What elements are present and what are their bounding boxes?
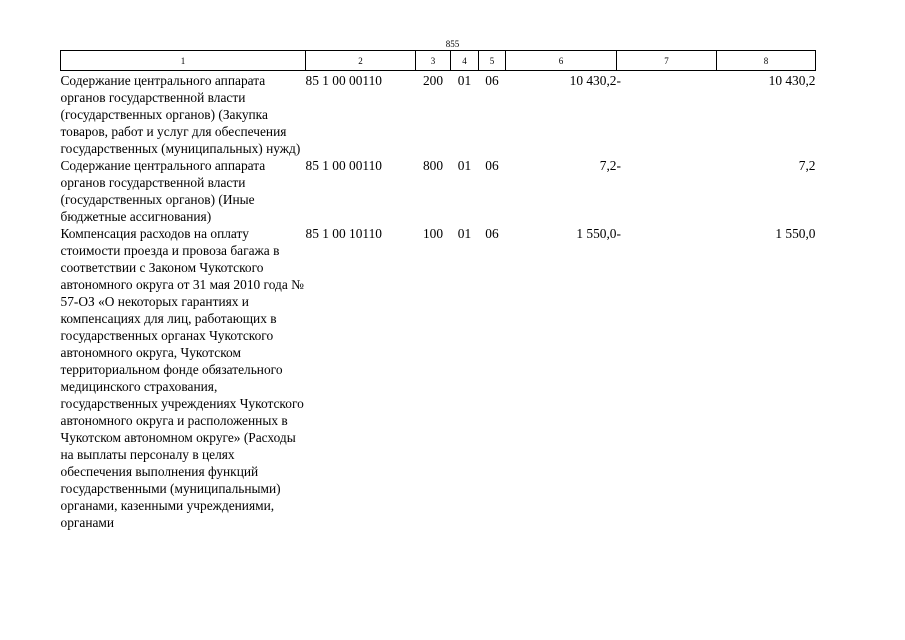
row-section: 01 <box>457 226 472 241</box>
row-subsection: 06 <box>485 158 499 173</box>
row-code: 85 1 00 10110 <box>305 226 382 241</box>
row-amount: 1 550,0 <box>576 226 617 241</box>
row-code: 85 1 00 00110 <box>305 158 382 173</box>
row-name: Содержание центрального аппарата органов государственной власти (государственных органов) (Закупка товаров, работ и услуг для обеспечения государственных (муниципальных) нужд) <box>60 73 301 156</box>
table-row <box>61 157 816 225</box>
header-row <box>61 51 816 71</box>
header-col-8: 8 <box>717 51 816 71</box>
row-subsection: 06 <box>485 73 499 88</box>
row-change: - <box>616 158 621 173</box>
row-change: - <box>616 226 621 241</box>
row-total: 7,2 <box>798 158 816 173</box>
row-amount: 10 430,2 <box>569 73 617 88</box>
row-type: 800 <box>422 158 444 173</box>
header-col-1: 1 <box>61 51 306 71</box>
row-type: 100 <box>422 226 444 241</box>
header-col-3: 3 <box>416 51 451 71</box>
row-change: - <box>616 73 621 88</box>
row-name: Содержание центрального аппарата органов государственной власти (государственных органов) (Иные бюджетные ассигнования) <box>60 158 266 224</box>
row-section: 01 <box>457 73 472 88</box>
header-col-6: 6 <box>506 51 617 71</box>
row-name: Компенсация расходов на оплату стоимости проезда и провоза багажа в соответствии с Законом Чукотского автономного округа от 31 мая 2010 года № 57-ОЗ «О некоторых гарантиях и компенсациях для лиц, работающих в государственных органах Чукотского автономного округа, Чукотском территориальном фонде обязательного медицинского страхования, государственных учреждениях Чукотского автономного округа и расположенных в Чукотском автономном округе» (Расходы на выплаты персоналу в целях обеспечения выполнения функций государственными (муниципальными) органами, казенными учреждениями, органами <box>60 226 304 530</box>
table-row <box>61 71 816 158</box>
header-col-7: 7 <box>617 51 717 71</box>
table-row <box>61 225 816 531</box>
row-subsection: 06 <box>485 226 499 241</box>
row-code: 85 1 00 00110 <box>305 73 382 88</box>
row-total: 10 430,2 <box>768 73 816 88</box>
budget-table <box>60 50 816 531</box>
header-col-4: 4 <box>451 51 479 71</box>
header-col-2: 2 <box>306 51 416 71</box>
row-type: 200 <box>422 73 444 88</box>
row-amount: 7,2 <box>599 158 617 173</box>
row-section: 01 <box>457 158 472 173</box>
row-total: 1 550,0 <box>775 226 816 241</box>
header-col-5: 5 <box>479 51 506 71</box>
page-number: 855 <box>445 39 460 49</box>
